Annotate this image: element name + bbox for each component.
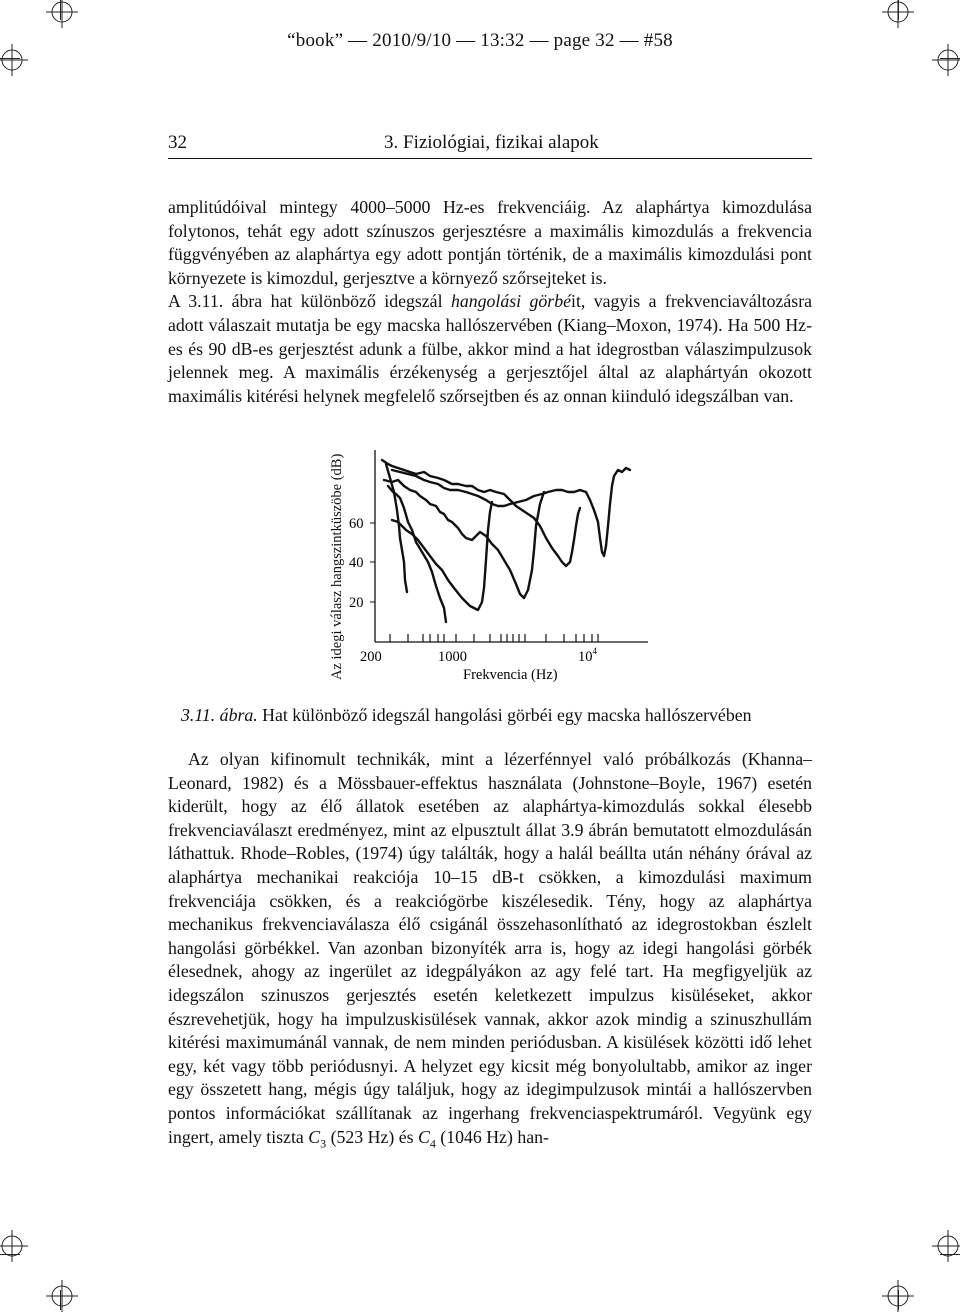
crop-line-bottom-left-h — [0, 1254, 20, 1255]
paragraph-3 — [168, 748, 812, 1156]
paragraph-1-text: amplitúdóival mintegy 4000–5000 Hz-es frekvenciáig. Az alaphártya kimozdulása folytonos, tehát egy adott színuszos gerjesztésre a maximális kimozdulás a frekvencia függvényében az alaphártya egy adott pontján történik, de a maximális kimozdulási pont környezete is kimozdul, gerjesztve a környező szőrsejteket is. — [168, 197, 812, 288]
paragraph-3-end: (1046 Hz) han- — [435, 1126, 549, 1147]
registration-mark-bottom-right — [928, 1226, 960, 1266]
crop-line-top-right-h — [940, 58, 960, 59]
page-header — [168, 130, 812, 159]
paragraph-2-before: A 3.11. ábra hat különböző idegszál — [168, 291, 451, 312]
paragraph-2-text — [168, 290, 812, 408]
paragraph-1 — [168, 196, 812, 408]
crop-line-bottom-right-h — [940, 1254, 960, 1255]
paragraph-3-mid: (523 Hz) és — [326, 1126, 418, 1147]
figure-caption — [181, 705, 821, 726]
figure-x-axis-label: Frekvencia (Hz) — [463, 667, 558, 683]
y-tick-label-20: 20 — [349, 595, 364, 611]
registration-mark-bottom-left — [0, 1226, 32, 1266]
note-c3: C — [308, 1126, 321, 1147]
page-number: 32 — [168, 132, 187, 153]
tuning-curve-6 — [392, 468, 630, 556]
note-c3-subscript: 3 — [320, 1136, 327, 1151]
tuning-curves-figure — [320, 430, 660, 690]
crop-line-bottom-right-v — [898, 1290, 899, 1310]
figure-caption-label: 3.11. ábra. — [181, 705, 258, 725]
x-tick-label-200: 200 — [360, 649, 382, 665]
registration-mark-bottom-left-2 — [42, 1276, 82, 1316]
crop-line-top-left-v — [60, 0, 61, 20]
crop-line-bottom-left-v — [60, 1290, 61, 1310]
x-ticks — [390, 634, 598, 642]
tuning-curve-4 — [384, 480, 544, 598]
crop-line-top-right-v — [898, 0, 899, 20]
figure-y-axis-label: Az idegi válasz hangszintküszöbe (dB) — [329, 453, 345, 680]
registration-mark-top-left — [42, 0, 82, 32]
paragraph-2-after: it, vagyis a frekvenciaváltozásra adott válaszait mutatja be egy macska hallószervében (Kiang–Moxon, 1974). Ha 500 Hz-es és 90 dB-es gerjesztést adunk a fülbe, akkor mind a hat idegrostban válaszimpulzusok jelennek meg. A maximális érzékenység a gerjesztőjel által az alaphártyán okozott maximális kitérési helynek megfelelő szőrsejtben és az onnan kiinduló idegszálban van. — [168, 291, 813, 406]
y-tick-label-60: 60 — [349, 516, 364, 532]
paragraph-3-body: Az olyan kifinomult technikák, mint a lézerfénnyel való próbálkozás (Khanna–Leonard, 1982) és a Mössbauer-effektus használata (Johnstone–Boyle, 1967) esetén kiderült, hogy az élő állatok esetében az alaphártya-kimozdulás sokkal élesebb frekvenciaválaszt eredményez, mint az elpusztult állat 3.9 ábrán bemutatott elmozdulásán láthattuk. Rhode–Robles, (1974) úgy találták, hogy a halál beállta után néhány órával az alaphártya mechanikai reakciója 10–15 dB-t csökken, a kimozdulási maximum frekvenciája csökken, és a reakciógörbe kiszélesedik. Tény, hogy az alaphártya mechanikus frekvenciaválasza élő csigánál összehasonlítható az idegrostokban észlelt hangolási görbékkel. Van azonban bizonyíték arra is, hogy az idegi hangolási görbék élesednek, ahogy az ingerület az idegpályákon az agy felé tart. Ha megfigyeljük az idegszálon szinuszos gerjesztés esetén keletkezett impulzus kisüléseket, akkor észrevehetjük, hogy ha impulzuskisülések vannak, akkor azok mindig a szinuszhullám kitérési maximumánál vannak, de nem minden periódusban. A kisülések közötti idő lehet egy, két vagy több periódusnyi. A helyzet egy kicsit még bonyolultabb, amikor az inger egy összetett hang, mégis úgy találjuk, hogy az idegimpulzusok mintái a hallószervben pontos információkat szállítanak az ingerhang frekvenciaspektrumáról. Vegyünk egy ingert, amely tiszta — [168, 749, 812, 1147]
y-tick-label-40: 40 — [349, 555, 364, 571]
crop-line-top-left-h — [0, 58, 20, 59]
paragraph-3-text — [168, 748, 812, 1156]
figure-caption-text: Hat különböző idegszál hangolási görbéi egy macska hallószervében — [257, 705, 752, 725]
section-title: 3. Fiziológiai, fizikai alapok — [384, 132, 599, 153]
note-c4: C — [417, 1126, 430, 1147]
x-tick-label-1000: 1000 — [438, 649, 467, 665]
x-tick-label-10k: $10^4$ — [578, 646, 597, 665]
note-c4-subscript: 4 — [429, 1136, 436, 1151]
running-header: “book” — 2010/9/10 — 13:32 — page 32 — #58 — [287, 30, 673, 51]
paragraph-2-emphasis: hangolási görbé — [450, 291, 571, 312]
